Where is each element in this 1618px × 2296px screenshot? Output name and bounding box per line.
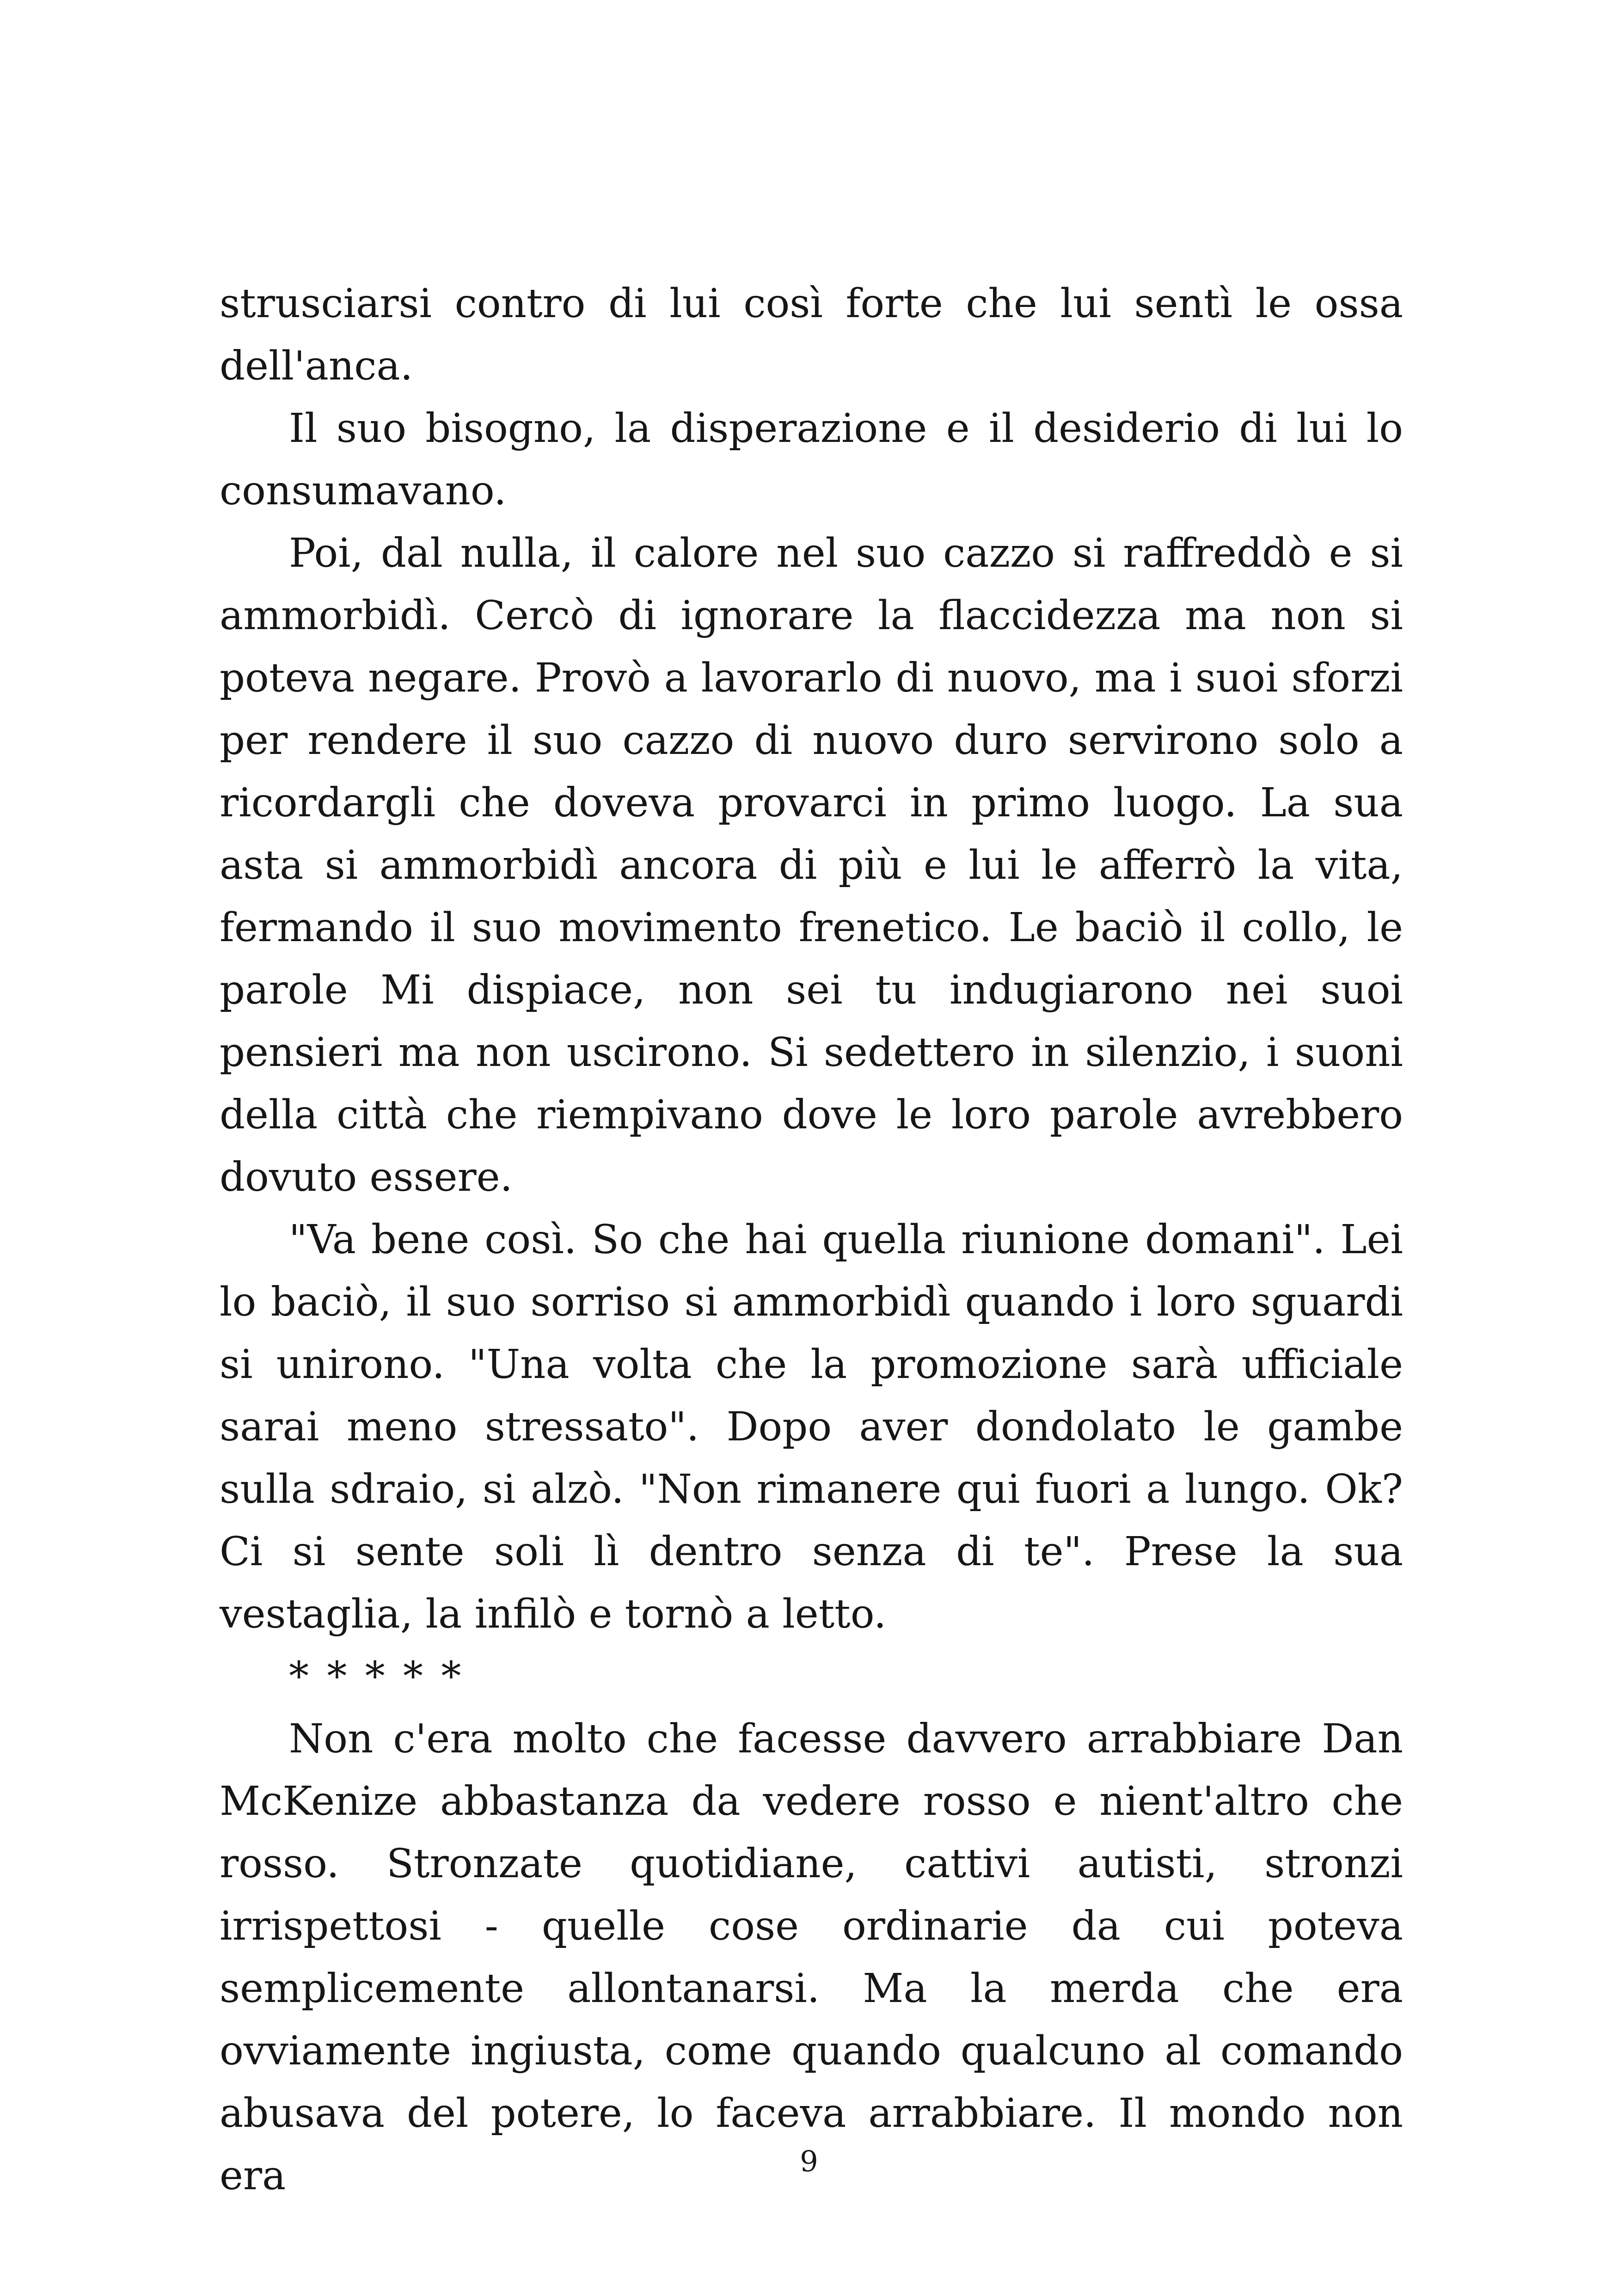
body-text <box>220 273 1403 2207</box>
paragraph: "Va bene così. So che hai quella riunione domani". Lei lo baciò, il suo sorriso si ammorbidì quando i loro sguardi si unirono. "Una volta che la promozione sarà ufficiale sarai meno stressato". Dopo aver dondolato le gambe sulla sdraio, si alzò. "Non rimanere qui fuori a lungo. Ok? Ci si sente soli lì dentro senza di te". Prese la sua vestaglia, la infilò e tornò a letto. <box>220 1217 1403 1637</box>
page-number: 9 <box>800 2144 818 2178</box>
paragraph: Poi, dal nulla, il calore nel suo cazzo si raffreddò e si ammorbidì. Cercò di ignorare la flaccidezza ma non si poteva negare. Provò a lavorarlo di nuovo, ma i suoi sforzi per rendere il suo cazzo di nuovo duro servirono solo a ricordargli che doveva provarci in primo luogo. La sua asta si ammorbidì ancora di più e lui le afferrò la vita, fermando il suo movimento frenetico. Le baciò il collo, le parole Mi dispiace, non sei tu indugiarono nei suoi pensieri ma non uscirono. Si sedettero in silenzio, i suoni della città che riempivano dove le loro parole avrebbero dovuto essere. <box>220 530 1403 1200</box>
section-separator: * * * * * <box>289 1653 464 1700</box>
paragraph: Il suo bisogno, la disperazione e il desiderio di lui lo consumavano. <box>220 405 1403 514</box>
paragraph: strusciarsi contro di lui così forte che lui sentì le ossa dell'anca. <box>220 281 1403 389</box>
paragraph: Non c'era molto che facesse davvero arrabbiare Dan McKenize abbastanza da vedere rosso e nient'altro che rosso. Stronzate quotidiane, cattivi autisti, stronzi irrispettosi - quelle cose ordinarie da cui poteva semplicemente allontanarsi. Ma la merda che era ovviamente ingiusta, come quando qualcuno al comando abusava del potere, lo faceva arrabbiare. Il mondo non era <box>220 1716 1403 2199</box>
